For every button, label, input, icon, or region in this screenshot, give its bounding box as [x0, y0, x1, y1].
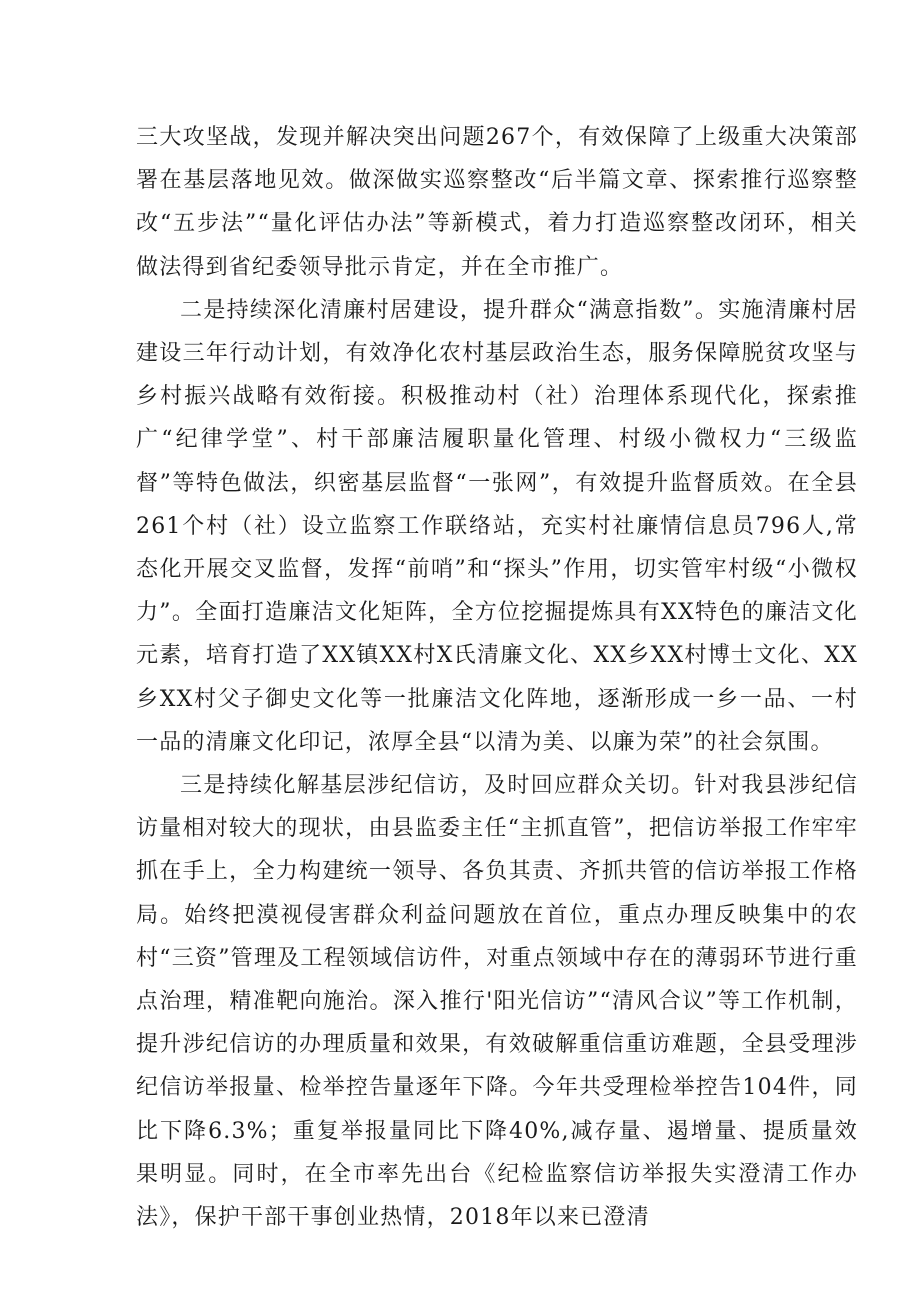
- paragraph-village-integrity: 二是持续深化清廉村居建设，提升群众“满意指数”。实施清廉村居建设三年行动计划，有效净化农村基层政治生态，服务保障脱贫攻坚与乡村振兴战略有效衔接。积极推动村（社）治理体系现代化，探索推广“纪律学堂”、村干部廉洁履职量化管理、村级小微权力“三级监督”等特色做法，织密基层监督“一张网”，有效提升监督质效。在全县261个村（社）设立监察工作联络站，充实村社廉情信息员796人,常态化开展交叉监督，发挥“前哨”和“探头”作用，切实管牢村级“小微权力”。全面打造廉洁文化矩阵，全方位挖掘提炼具有XX特色的廉洁文化元素，培育打造了XX镇XX村X氏清廉文化、XX乡XX村博士文化、XX乡XX村父子御史文化等一批廉洁文化阵地，逐渐形成一乡一品、一村一品的清廉文化印记，浓厚全县“以清为美、以廉为荣”的社会氛围。: [136, 297, 858, 755]
- paragraph-petition-resolution: 三是持续化解基层涉纪信访，及时回应群众关切。针对我县涉纪信访量相对较大的现状，由县监委主任“主抓直管”，把信访举报工作牢牢抓在手上，全力构建统一领导、各负其责、齐抓共管的信访举报工作格局。始终把漠视侵害群众利益问题放在首位，重点办理反映集中的农村“三资”管理及工程领域信访件，对重点领域中存在的薄弱环节进行重点治理，精准靶向施治。深入推行'阳光信访”“清风合议”等工作机制，提升涉纪信访的办理质量和效果，有效破解重信重访难题，全县受理涉纪信访举报量、检举控告量逐年下降。今年共受理检举控告104件，同比下降6.3%；重复举报量同比下降40%,减存量、遏增量、提质量效果明显。同时，在全市率先出台《纪检监察信访举报失实澄清工作办法》，保护干部干事创业热情，2018年以来已澄清: [136, 773, 858, 1231]
- paragraph-continuation: 三大攻坚战，发现并解决突出问题267个，有效保障了上级重大决策部署在基层落地见效。做深做实巡察整改“后半篇文章、探索推行巡察整改“五步法”“量化评估办法”等新模式，着力打造巡察整改闭环，相关做法得到省纪委领导批示肯定，并在全市推广。: [136, 125, 858, 280]
- document-body: [136, 116, 858, 1239]
